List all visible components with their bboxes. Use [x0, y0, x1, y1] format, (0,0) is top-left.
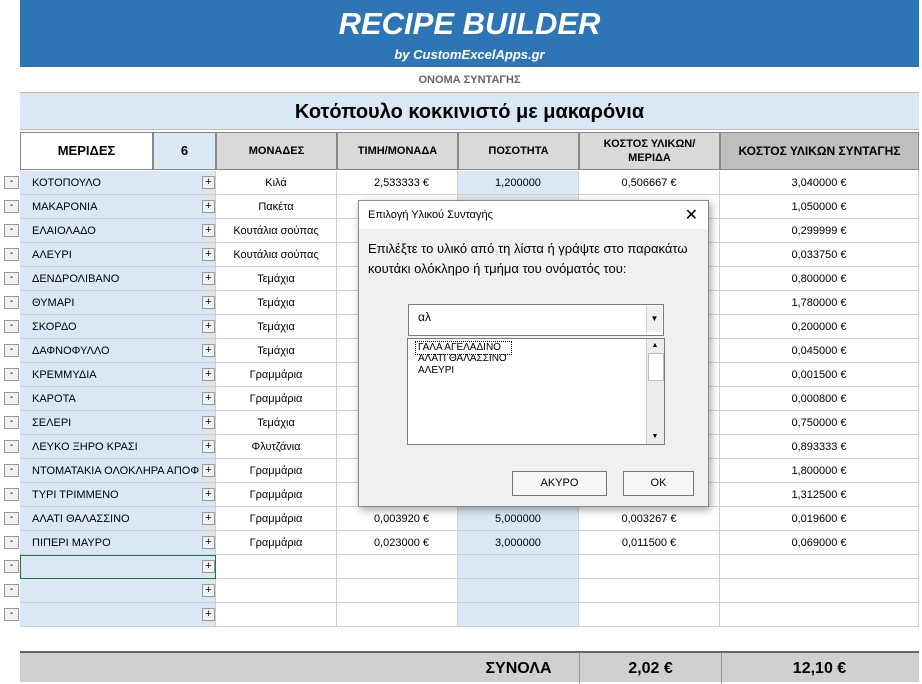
ingredient-name-cell[interactable]: ΝΤΟΜΑΤΑΚΙΑ ΟΛΟΚΛΗΡΑ ΑΠΟΦ	[20, 459, 216, 483]
add-ingredient-button[interactable]: +	[202, 536, 215, 549]
portions-label: ΜΕΡΙΔΕΣ	[20, 132, 153, 170]
unit-cell: Φλυτζάνια	[216, 435, 337, 459]
ingredient-name-cell[interactable]: ΛΕΥΚΟ ΞΗΡΟ ΚΡΑΣΙ	[20, 435, 216, 459]
price-cell: 2,533333 €	[337, 171, 458, 195]
portions-input[interactable]: 6	[153, 132, 216, 170]
add-ingredient-button[interactable]: +	[202, 440, 215, 453]
recipe-name-field[interactable]: Κοτόπουλο κοκκινιστό με μακαρόνια	[20, 92, 919, 130]
dialog-title: Επιλογή Υλικού Συνταγής	[368, 209, 493, 221]
recipe-cost-cell: 0,000800 €	[720, 387, 919, 411]
unit-cell: Τεμάχια	[216, 315, 337, 339]
remove-row-button[interactable]: -	[4, 176, 19, 189]
ingredient-name-cell[interactable]: ΔΑΦΝΟΦΥΛΛΟ	[20, 339, 216, 363]
ingredient-name-cell[interactable]: ΣΚΟΡΔΟ	[20, 315, 216, 339]
app-subtitle: by CustomExcelApps.gr	[394, 47, 545, 62]
totals-bar	[20, 651, 919, 682]
cost-per-portion-cell: 0,003267 €	[579, 507, 720, 531]
add-ingredient-button[interactable]: +	[202, 464, 215, 477]
quantity-cell[interactable]	[458, 579, 579, 603]
list-item[interactable]: ΓΑΛΑ ΑΓΕΛΑΔΙΝΟ	[415, 341, 512, 355]
recipe-cost-cell: 1,050000 €	[720, 195, 919, 219]
unit-cell: Γραμμάρια	[216, 459, 337, 483]
total-cost-per-portion: 2,02 €	[579, 653, 722, 684]
ingredient-name-cell[interactable]: ΔΕΝΔΡΟΛΙΒΑΝΟ	[20, 267, 216, 291]
recipe-cost-cell: 0,893333 €	[720, 435, 919, 459]
header-quantity: ΠΟΣΟΤΗΤΑ	[458, 132, 579, 170]
unit-cell: Γραμμάρια	[216, 531, 337, 555]
ingredient-name-cell[interactable]	[20, 603, 216, 627]
add-ingredient-button[interactable]: +	[202, 320, 215, 333]
header-recipe-cost: ΚΟΣΤΟΣ ΥΛΙΚΩΝ ΣΥΝΤΑΓΗΣ	[720, 132, 919, 170]
scroll-down-icon[interactable]: ▼	[651, 433, 659, 440]
ingredient-name-cell[interactable]: ΚΑΡΟΤΑ	[20, 387, 216, 411]
list-item[interactable]: ΑΛΑΤΙ ΘΑΛΑΣΣΙΝΟ	[418, 353, 507, 364]
unit-cell: Τεμάχια	[216, 291, 337, 315]
cost-per-portion-cell	[579, 603, 720, 627]
price-cell	[337, 603, 458, 627]
add-ingredient-button[interactable]: +	[202, 392, 215, 405]
recipe-cost-cell	[720, 579, 919, 603]
scrollbar-thumb[interactable]	[648, 353, 664, 381]
remove-row-button[interactable]: -	[4, 248, 19, 261]
search-input[interactable]: αλ	[418, 310, 431, 324]
ingredient-name-cell[interactable]: ΠΙΠΕΡΙ ΜΑΥΡΟ	[20, 531, 216, 555]
add-ingredient-button[interactable]: +	[202, 272, 215, 285]
header-price-per-unit: ΤΙΜΗ/ΜΟΝΑΔΑ	[337, 132, 458, 170]
remove-row-button[interactable]: -	[4, 560, 19, 573]
recipe-cost-cell: 0,045000 €	[720, 339, 919, 363]
recipe-cost-cell: 0,800000 €	[720, 267, 919, 291]
price-cell: 0,023000 €	[337, 531, 458, 555]
cost-per-portion-cell: 0,506667 €	[579, 171, 720, 195]
unit-cell: Κιλά	[216, 171, 337, 195]
recipe-cost-cell: 3,040000 €	[720, 171, 919, 195]
scroll-up-icon[interactable]: ▲	[651, 342, 659, 349]
recipe-name-label: ΟΝΟΜΑ ΣΥΝΤΑΓΗΣ	[418, 74, 521, 86]
cost-per-portion-cell	[579, 579, 720, 603]
remove-row-button[interactable]: -	[4, 536, 19, 549]
header-cost-per-portion: ΚΟΣΤΟΣ ΥΛΙΚΩΝ/ΜΕΡΙΔΑ	[579, 132, 720, 170]
remove-row-button[interactable]: -	[4, 320, 19, 333]
dialog-titlebar	[359, 201, 708, 229]
recipe-cost-cell: 0,019600 €	[720, 507, 919, 531]
ingredient-name-cell[interactable]	[20, 579, 216, 603]
recipe-cost-cell: 1,780000 €	[720, 291, 919, 315]
ok-button[interactable]: ΟΚ	[623, 471, 694, 496]
quantity-cell[interactable]: 5,000000	[458, 507, 579, 531]
unit-cell: Πακέτα	[216, 195, 337, 219]
add-ingredient-button[interactable]: +	[202, 512, 215, 525]
ingredient-name-cell[interactable]: ΜΑΚΑΡΟΝΙΑ	[20, 195, 216, 219]
remove-row-button[interactable]: -	[4, 368, 19, 381]
unit-cell: Γραμμάρια	[216, 507, 337, 531]
quantity-cell[interactable]	[458, 555, 579, 579]
remove-row-button[interactable]: -	[4, 608, 19, 621]
app-banner	[20, 0, 919, 67]
add-ingredient-button[interactable]: +	[202, 584, 215, 597]
remove-row-button[interactable]: -	[4, 512, 19, 525]
cost-per-portion-cell	[579, 555, 720, 579]
total-recipe-cost: 12,10 €	[792, 660, 847, 677]
ingredient-name-cell[interactable]: ΚΟΤΟΠΟΥΛΟ	[20, 171, 216, 195]
header-units: ΜΟΝΑΔΕΣ	[216, 132, 337, 170]
add-ingredient-button[interactable]: +	[202, 488, 215, 501]
ingredient-listbox[interactable]	[407, 338, 665, 445]
recipe-cost-cell: 0,001500 €	[720, 363, 919, 387]
remove-row-button[interactable]: -	[4, 272, 19, 285]
ingredient-name-cell[interactable]: ΣΕΛΕΡΙ	[20, 411, 216, 435]
add-ingredient-button[interactable]: +	[202, 560, 215, 573]
unit-cell: Τεμάχια	[216, 339, 337, 363]
price-cell	[337, 579, 458, 603]
cancel-button[interactable]: ΑΚΥΡΟ	[512, 471, 607, 496]
ingredient-name-cell[interactable]: ΚΡΕΜΜΥΔΙΑ	[20, 363, 216, 387]
recipe-cost-cell: 0,299999 €	[720, 219, 919, 243]
recipe-cost-cell: 1,312500 €	[720, 483, 919, 507]
ingredient-name-cell[interactable]: ΘΥΜΑΡΙ	[20, 291, 216, 315]
recipe-cost-cell: 0,750000 €	[720, 411, 919, 435]
unit-cell: Κουτάλια σούπας	[216, 219, 337, 243]
recipe-cost-cell: 0,200000 €	[720, 315, 919, 339]
dialog-prompt: Επιλέξτε το υλικό από τη λίστα ή γράψτε στο παρακάτω κουτάκι ολόκληρο ή τμήμα του ονόματός του:	[368, 241, 688, 276]
add-ingredient-button[interactable]: +	[202, 248, 215, 261]
remove-row-button[interactable]: -	[4, 488, 19, 501]
unit-cell	[216, 579, 337, 603]
ingredient-dialog	[358, 200, 709, 507]
price-cell	[337, 555, 458, 579]
price-cell: 0,003920 €	[337, 507, 458, 531]
add-ingredient-button[interactable]: +	[202, 296, 215, 309]
add-ingredient-button[interactable]: +	[202, 200, 215, 213]
remove-row-button[interactable]: -	[4, 584, 19, 597]
add-ingredient-button[interactable]: +	[202, 176, 215, 189]
remove-row-button[interactable]: -	[4, 200, 19, 213]
remove-row-button[interactable]: -	[4, 344, 19, 357]
recipe-cost-cell	[720, 555, 919, 579]
recipe-cost-cell: 1,800000 €	[720, 459, 919, 483]
remove-row-button[interactable]: -	[4, 464, 19, 477]
ingredient-name-cell[interactable]: ΑΛΑΤΙ ΘΑΛΑΣΣΙΝΟ	[20, 507, 216, 531]
quantity-cell[interactable]	[458, 603, 579, 627]
recipe-cost-cell: 0,069000 €	[720, 531, 919, 555]
recipe-cost-cell: 0,033750 €	[720, 243, 919, 267]
unit-cell: Κουτάλια σούπας	[216, 243, 337, 267]
unit-cell: Γραμμάρια	[216, 483, 337, 507]
remove-row-button[interactable]: -	[4, 224, 19, 237]
ingredient-search-combobox[interactable]	[408, 304, 664, 336]
totals-label: ΣΥΝΟΛΑ	[485, 660, 552, 677]
add-ingredient-button[interactable]: +	[202, 368, 215, 381]
remove-row-button[interactable]: -	[4, 416, 19, 429]
recipe-cost-cell	[720, 603, 919, 627]
cost-per-portion-cell: 0,011500 €	[579, 531, 720, 555]
chevron-down-icon[interactable]: ▼	[646, 306, 662, 332]
unit-cell: Τεμάχια	[216, 411, 337, 435]
quantity-cell[interactable]: 3,000000	[458, 531, 579, 555]
add-ingredient-button[interactable]: +	[202, 224, 215, 237]
ingredient-name-cell[interactable]: ΤΥΡΙ ΤΡΙΜΜΕΝΟ	[20, 483, 216, 507]
unit-cell: Γραμμάρια	[216, 363, 337, 387]
app-title: RECIPE BUILDER	[338, 6, 601, 41]
unit-cell	[216, 603, 337, 627]
remove-row-button[interactable]: -	[4, 296, 19, 309]
list-scrollbar[interactable]	[646, 339, 664, 444]
unit-cell: Τεμάχια	[216, 267, 337, 291]
ingredient-name-cell[interactable]	[20, 555, 216, 579]
add-ingredient-button[interactable]: +	[202, 416, 215, 429]
close-icon[interactable]: ✕	[684, 207, 698, 224]
ingredient-name-cell[interactable]: ΑΛΕΥΡΙ	[20, 243, 216, 267]
ingredient-name-cell[interactable]: ΕΛΑΙΟΛΑΔΟ	[20, 219, 216, 243]
unit-cell	[216, 555, 337, 579]
remove-row-button[interactable]: -	[4, 440, 19, 453]
list-item[interactable]: ΑΛΕΥΡΙ	[418, 365, 455, 376]
add-ingredient-button[interactable]: +	[202, 344, 215, 357]
add-ingredient-button[interactable]: +	[202, 608, 215, 621]
unit-cell: Γραμμάρια	[216, 387, 337, 411]
quantity-cell[interactable]: 1,200000	[458, 171, 579, 195]
remove-row-button[interactable]: -	[4, 392, 19, 405]
